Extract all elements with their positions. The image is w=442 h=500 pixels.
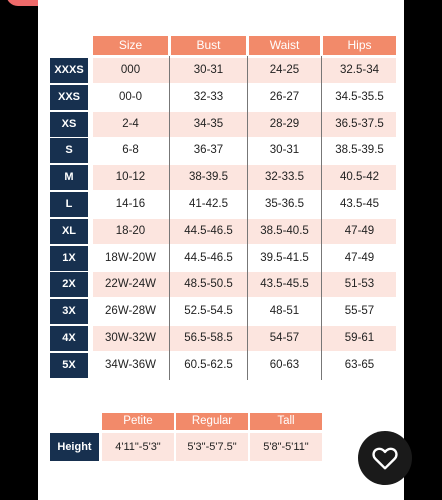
row-label: 5X (50, 353, 88, 378)
table-cell-hips: 47-49 (344, 225, 375, 237)
column-divider (169, 56, 170, 380)
table-cell-hips: 32.5-34 (339, 64, 379, 76)
table-cell-bust: 60.5-62.5 (184, 359, 233, 371)
table-cell-waist: 39.5-41.5 (260, 252, 309, 264)
table-cell-waist: 60-63 (269, 359, 300, 371)
row-label: M (50, 165, 88, 190)
column-header-tall: Tall (250, 413, 322, 430)
table-cell-size: 26W-28W (105, 305, 156, 317)
table-cell-size: 34W-36W (105, 359, 156, 371)
table-cell-size: 10-12 (115, 171, 146, 183)
table-cell-waist: 30-31 (269, 144, 300, 156)
table-cell-bust: 52.5-54.5 (184, 305, 233, 317)
table-cell-waist: 38.5-40.5 (260, 225, 309, 237)
row-label: S (50, 138, 88, 163)
table-cell-waist: 32-33.5 (264, 171, 304, 183)
table-cell-waist: 26-27 (269, 91, 300, 103)
table-cell-bust: 36-37 (193, 144, 224, 156)
height-petite-value: 4'11"-5'3" (102, 433, 174, 461)
row-label: XS (50, 112, 88, 137)
height-tall-value: 5'8"-5'11" (250, 433, 322, 461)
table-cell-size: 30W-32W (105, 332, 156, 344)
table-cell-size: 000 (120, 64, 141, 76)
table-cell-hips: 55-57 (344, 305, 375, 317)
column-header-size: Size (93, 36, 168, 55)
favorite-button[interactable] (358, 431, 412, 485)
table-cell-bust: 48.5-50.5 (184, 278, 233, 290)
row-label: 1X (50, 246, 88, 271)
table-cell-size: 6-8 (122, 144, 139, 156)
table-cell-waist: 24-25 (269, 64, 300, 76)
column-header-waist: Waist (249, 36, 320, 55)
column-divider (247, 56, 248, 380)
column-header-bust: Bust (171, 36, 246, 55)
table-cell-bust: 44.5-46.5 (184, 252, 233, 264)
table-cell-bust: 38-39.5 (188, 171, 228, 183)
table-cell-waist: 54-57 (269, 332, 300, 344)
table-cell-hips: 34.5-35.5 (335, 91, 384, 103)
column-divider (321, 56, 322, 380)
table-cell-bust: 34-35 (193, 118, 224, 130)
height-regular-value: 5'3"-5'7.5" (176, 433, 248, 461)
table-cell-size: 18-20 (115, 225, 146, 237)
table-cell-size: 14-16 (115, 198, 146, 210)
row-label: XXXS (50, 58, 88, 83)
table-cell-size: 18W-20W (105, 252, 156, 264)
table-cell-waist: 35-36.5 (264, 198, 304, 210)
row-label: XL (50, 219, 88, 244)
table-cell-hips: 43.5-45 (339, 198, 379, 210)
column-header-hips: Hips (323, 36, 396, 55)
column-header-petite: Petite (102, 413, 174, 430)
row-label: L (50, 192, 88, 217)
table-cell-hips: 36.5-37.5 (335, 118, 384, 130)
height-row-label: Height (50, 433, 99, 461)
row-label: XXS (50, 85, 88, 110)
row-label: 3X (50, 299, 88, 324)
table-cell-size: 22W-24W (105, 278, 156, 290)
table-cell-hips: 63-65 (344, 359, 375, 371)
table-cell-bust: 44.5-46.5 (184, 225, 233, 237)
heart-icon (372, 446, 398, 470)
row-label: 4X (50, 326, 88, 351)
column-header-regular: Regular (176, 413, 248, 430)
row-label: 2X (50, 272, 88, 297)
table-cell-bust: 32-33 (193, 91, 224, 103)
table-cell-hips: 47-49 (344, 252, 375, 264)
table-cell-waist: 43.5-45.5 (260, 278, 309, 290)
table-cell-bust: 30-31 (193, 64, 224, 76)
table-cell-bust: 41-42.5 (188, 198, 228, 210)
table-cell-hips: 38.5-39.5 (335, 144, 384, 156)
table-cell-waist: 28-29 (269, 118, 300, 130)
table-cell-hips: 40.5-42 (339, 171, 379, 183)
table-cell-bust: 56.5-58.5 (184, 332, 233, 344)
table-cell-hips: 59-61 (344, 332, 375, 344)
table-cell-size: 2-4 (122, 118, 139, 130)
table-cell-waist: 48-51 (269, 305, 300, 317)
table-cell-size: 00-0 (118, 91, 143, 103)
table-cell-hips: 51-53 (344, 278, 375, 290)
